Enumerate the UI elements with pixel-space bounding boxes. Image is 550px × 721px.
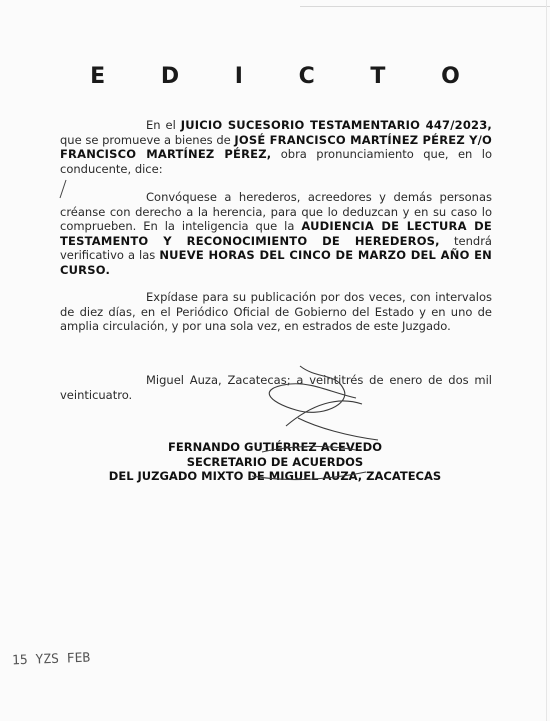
hearing-name: AUDIENCIA DE LECTURA DE TESTAMENTO Y RECONOCIMIENTO DE HEREDEROS,: [60, 219, 492, 248]
deceased-name: JOSÉ FRANCISCO MARTÍNEZ PÉREZ Y/O FRANCISCO MARTÍNEZ PÉREZ,: [60, 132, 492, 161]
hearing-time: NUEVE HORAS DEL CINCO DE MARZO DEL AÑO EN CURSO.: [60, 248, 492, 277]
case-text: que se promueve a bienes de: [60, 132, 235, 147]
handwritten-margin-note: 15 YZS FEB: [11, 650, 91, 669]
case-text-end: obra pronunciamiento que, en lo conducente, dice:: [60, 147, 492, 176]
case-intro: En el: [146, 118, 181, 132]
signer-role: SECRETARIO DE ACUERDOS: [186, 454, 364, 469]
place-date-text: Miguel Auza, Zacatecas; a veintitrés de enero de dos mil veinticuatro.: [60, 373, 492, 402]
margin-tick-mark: [60, 180, 66, 198]
document-title: E D I C T O: [90, 64, 484, 89]
convocation-text-2: tendrá verificativo a las: [60, 233, 492, 262]
convocation-text: Convóquese a herederos, acreedores y demás personas créanse con derecho a la herencia, para que lo deduzcan y en su caso lo comprueben. En la inteligencia que la: [60, 190, 492, 233]
publication-text: Expídase para su publicación por dos veces, con intervalos de diez días, en el Periódico Oficial de Gobierno del Estado y en uno de amplia circulación, y por una sola vez, en estrados de este Juzgado.: [60, 290, 492, 333]
signer-name: FERNANDO GUTIÉRREZ ACEVEDO: [168, 440, 382, 454]
case-number: JUICIO SUCESORIO TESTAMENTARIO 447/2023,: [180, 118, 493, 132]
signer-court: DEL JUZGADO MIXTO DE MIGUEL AUZA, ZACATECAS: [108, 469, 442, 483]
signature-scribble: [252, 366, 378, 479]
